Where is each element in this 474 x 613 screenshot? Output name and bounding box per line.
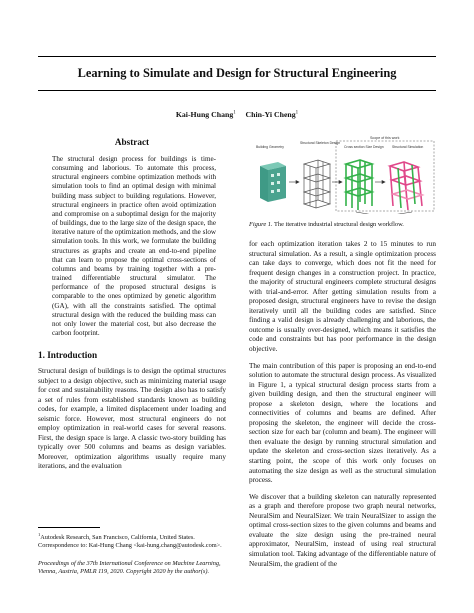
figure-caption: Figure 1. The iterative industrial structural design workflow. <box>249 221 404 228</box>
title-bottom-rule <box>38 90 436 91</box>
footnote-proceedings: Proceedings of the 37th International Conference on Machine Learning, Vienna, Austria, PMLR 119, 2020. Copyright 2020 by the author(s). <box>38 560 221 575</box>
author-name: Chin-Yi Cheng <box>245 110 296 119</box>
paper-title: Learning to Simulate and Design for Structural Engineering <box>77 66 397 80</box>
figure-top-label: Scope of this work <box>370 136 400 140</box>
paragraph: The main contribution of this paper is proposing an end-to-end solution to automate the structural design process. As visualized in Figure 1, a typical structural design process starts from a given building design, and then the structural engineer will propose a skeleton design, where the locations and connectivities of columns and beams are defined. After proposing the skeleton, the engineer will decide the cross-section size for each bar (column and beam). The engineer will then evaluate the design by running structural simulation and update the skeleton and cross-section sizes iteratively. As a starting point, the scope of this work only focuses on automating the size design as well as the structural simulation process. <box>249 361 436 485</box>
label-simulation: Structural Simulation <box>392 145 424 149</box>
label-building-geometry: Building Geometry <box>256 145 284 149</box>
section-heading: 1. Introduction <box>38 350 98 360</box>
feedback-arrow-icon <box>356 212 412 214</box>
label-cross-section: Cross section Size Design <box>344 145 384 149</box>
arrow-icon <box>375 181 385 184</box>
paragraph: for each optimization iteration takes 2 to 15 minutes to run structural simulation. As a result, a single optimization process can take days to converge, which does not fit the need for frequent design changes in a construction project. In practice, the majority of structural engineers complete structural designs with trial-and-error. After getting simulation results from a proposed design, structural engineers have to revise the design iteratively until all the building codes are satisfied. Since finding a valid design is already challenging and laborious, the outcome is usually over-designed, which means it satisfies the code and constraints but has poor performance in the design objective. <box>249 240 436 354</box>
simulation-illustration <box>390 162 422 210</box>
footnote-rule <box>38 527 100 528</box>
building-geometry-illustration <box>260 162 286 202</box>
top-rule <box>38 56 436 57</box>
author-name: Kai-Hung Chang <box>175 110 234 119</box>
paragraph: We discover that a building skeleton can naturally represented as a graph and therefore propose two graph neural networks, NeuralSim and NeuralSizer. We train NeuralSizer to assign the optimal cross-section sizes to the given columns and beams and evaluate the size design using the pre-trained neural approximator, NeuralSim, instead of using real structural simulation tool. Taking advantage of the differentiable nature of NeuralSim, the gradient of the <box>249 492 436 568</box>
label-structural-skeleton: Structural Skeleton Design <box>300 141 341 145</box>
right-column <box>249 240 436 569</box>
intro-text: Structural design of buildings is to design the optimal structures subject to a design objective, such as minimizing material usage for cost and sustainability reasons. The design also has to satisfy a set of rules from established standards known as building codes, for example, a limited displacement under loading and seismic force. However, most structural engineers do not employ optimization in real-world cases for several reasons. First, the design space is large. A classic two-story building has typically over 500 columns and beams as design variables. Moreover, optimization algorithms usually require many iterations, and the evaluation <box>38 367 226 471</box>
arrow-icon <box>289 181 299 184</box>
abstract-heading: Abstract <box>114 137 150 147</box>
abstract-text: The structural design process for buildings is time-consuming and laborious. To automate this process, structural engineers combine optimization methods with simulation tools to find an optimal design with minimal building mass subject to building regulations. However, structural engineers in practice often avoid optimization and compromise on a suboptimal design for the majority of buildings, due to the large size of the design space, the iterative nature of the optimization methods, and the slow simulation tools. In this work, we formulate the building structures as graphs and create an end-to-end pipeline that can learn to propose the optimal cross-sections of columns and beams by training together with a pre-trained differentiable structural simulator. The performance of the proposed structural designs is comparable to the ones optimized by genetic algorithm (GA), with all the constraints satisfied. The optimal structural design with the reduced the building mass can not only lower the material cost, but also decrease the carbon footprint. <box>52 155 216 337</box>
author-affil: 1 <box>295 110 299 116</box>
authors <box>38 110 436 119</box>
cross-section-illustration <box>346 160 372 210</box>
footnote-affiliation: $^1$Autodesk Research, San Francisco, California, United States. Correspondence to: Kai-Hung Chang <kai-hung.chang@autodesk.com>. <box>38 532 222 550</box>
arrow-icon <box>332 181 342 184</box>
author-affil: 1 <box>233 110 236 116</box>
structural-skeleton-illustration <box>304 160 330 208</box>
workflow-figure <box>252 134 436 214</box>
